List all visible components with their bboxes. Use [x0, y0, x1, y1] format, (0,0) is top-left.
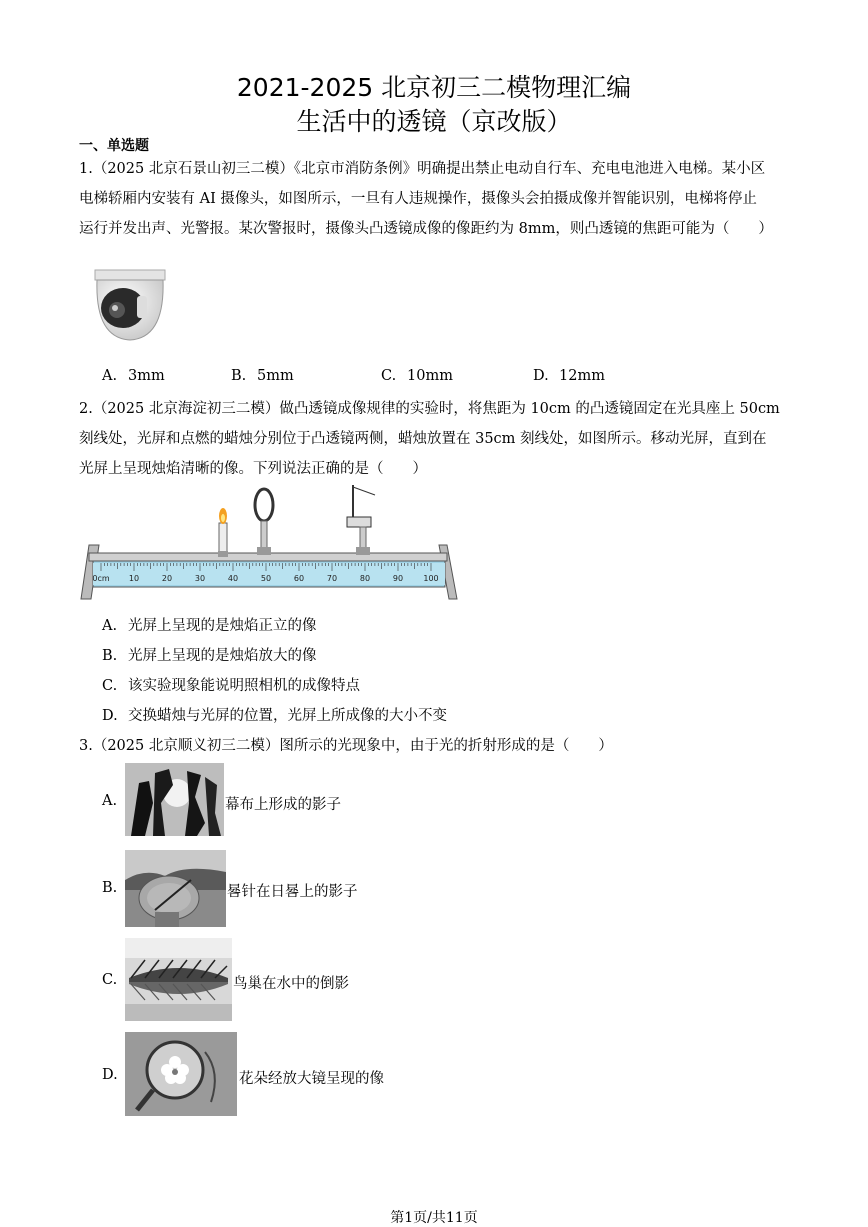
bench-tick-label: 30 — [194, 574, 206, 583]
option-label: B. — [231, 368, 247, 384]
option-label: D. — [102, 708, 118, 724]
sundial-image[interactable] — [125, 850, 226, 927]
option-text: 12mm — [559, 368, 605, 384]
q1-option-a[interactable] — [102, 368, 165, 384]
option-label: A. — [102, 368, 118, 384]
q3-option-c-label: C. — [102, 972, 118, 988]
option-text: 该实验现象能说明照相机的成像特点 — [128, 678, 360, 694]
q3-option-b-label: B. — [102, 880, 118, 896]
bench-tick-label: 80 — [359, 574, 371, 583]
option-label: D. — [533, 368, 549, 384]
optical-bench-diagram — [79, 483, 461, 605]
q3-line1: 3.（2025 北京顺义初三二模）图所示的光现象中，由于光的折射形成的是（ ） — [79, 738, 613, 754]
q1-line3: 运行并发出声、光警报。某次警报时，摄像头凸透镜成像的像距约为 8mm，则凸透镜的焦距可能为（ ） — [79, 221, 773, 237]
bench-tick-label: 40 — [227, 574, 239, 583]
bench-tick-label: 0cm — [92, 574, 110, 583]
option-text: 光屏上呈现的是烛焰放大的像 — [128, 648, 317, 664]
birds-nest-reflection-image[interactable] — [125, 938, 232, 1021]
option-label: C. — [102, 678, 118, 694]
light-screen — [347, 485, 375, 555]
option-label: C. — [381, 368, 397, 384]
page-number: 第1页/共11页 — [390, 1210, 478, 1226]
q1-line1: 1.（2025 北京石景山初三二模）《北京市消防条例》明确提出禁止电动自行车、充电电池进入电梯。某小区 — [79, 161, 766, 177]
q2-option-a[interactable] — [102, 614, 317, 635]
convex-lens — [255, 489, 273, 555]
bench-tick-label: 60 — [293, 574, 305, 583]
document-title-line2: 生活中的透镜（京改版） — [296, 107, 572, 136]
option-text: 5mm — [257, 368, 294, 384]
q3-option-a-label: A. — [102, 793, 118, 809]
option-text: 交换蜡烛与光屏的位置，光屏上所成像的大小不变 — [128, 708, 447, 724]
camera-image — [85, 258, 175, 348]
q2-option-b[interactable] — [102, 644, 317, 665]
q1-option-c[interactable] — [381, 368, 453, 384]
option-label: B. — [102, 648, 118, 664]
q3-option-c-text: 鸟巢在水中的倒影 — [233, 976, 349, 992]
shadow-puppet-image[interactable] — [125, 763, 224, 836]
bench-tick-label: 20 — [161, 574, 173, 583]
option-text: 10mm — [407, 368, 453, 384]
bench-tick-label: 100 — [423, 574, 439, 583]
q1-option-b[interactable] — [231, 368, 294, 384]
bench-tick-label: 10 — [128, 574, 140, 583]
option-text: 光屏上呈现的是烛焰正立的像 — [128, 618, 317, 634]
q2-line2: 刻线处，光屏和点燃的蜡烛分别位于凸透镜两侧，蜡烛放置在 35cm 刻线处，如图所示。移动光屏，直到在 — [79, 431, 767, 447]
section-heading: 一、单选题 — [79, 138, 149, 154]
q1-line2: 电梯轿厢内安装有 AI 摄像头，如图所示，一旦有人违规操作，摄像头会拍摄成像并智能识别，电梯将停止 — [79, 191, 757, 207]
bench-tick-label: 90 — [392, 574, 404, 583]
q2-option-c[interactable] — [102, 674, 360, 695]
option-label: A. — [102, 618, 118, 634]
q3-option-d-label: D. — [102, 1067, 118, 1083]
bench-tick-label: 70 — [326, 574, 338, 583]
candle — [218, 508, 228, 557]
magnifier-flower-image[interactable] — [125, 1032, 237, 1116]
q3-option-b-text: 晷针在日晷上的影子 — [227, 884, 358, 900]
q2-line1: 2.（2025 北京海淀初三二模）做凸透镜成像规律的实验时，将焦距为 10cm 的凸透镜固定在光具座上 50cm — [79, 401, 780, 417]
q1-option-d[interactable] — [533, 368, 605, 384]
q3-option-d-text: 花朵经放大镜呈现的像 — [239, 1071, 384, 1087]
bench-tick-label: 50 — [260, 574, 272, 583]
option-text: 3mm — [128, 368, 165, 384]
q2-line3: 光屏上呈现烛焰清晰的像。下列说法正确的是（ ） — [79, 461, 427, 477]
q3-option-a-text: 幕布上形成的影子 — [225, 797, 341, 813]
q2-option-d[interactable] — [102, 704, 447, 725]
document-title-line1: 2021-2025 北京初三二模物理汇编 — [236, 73, 632, 102]
